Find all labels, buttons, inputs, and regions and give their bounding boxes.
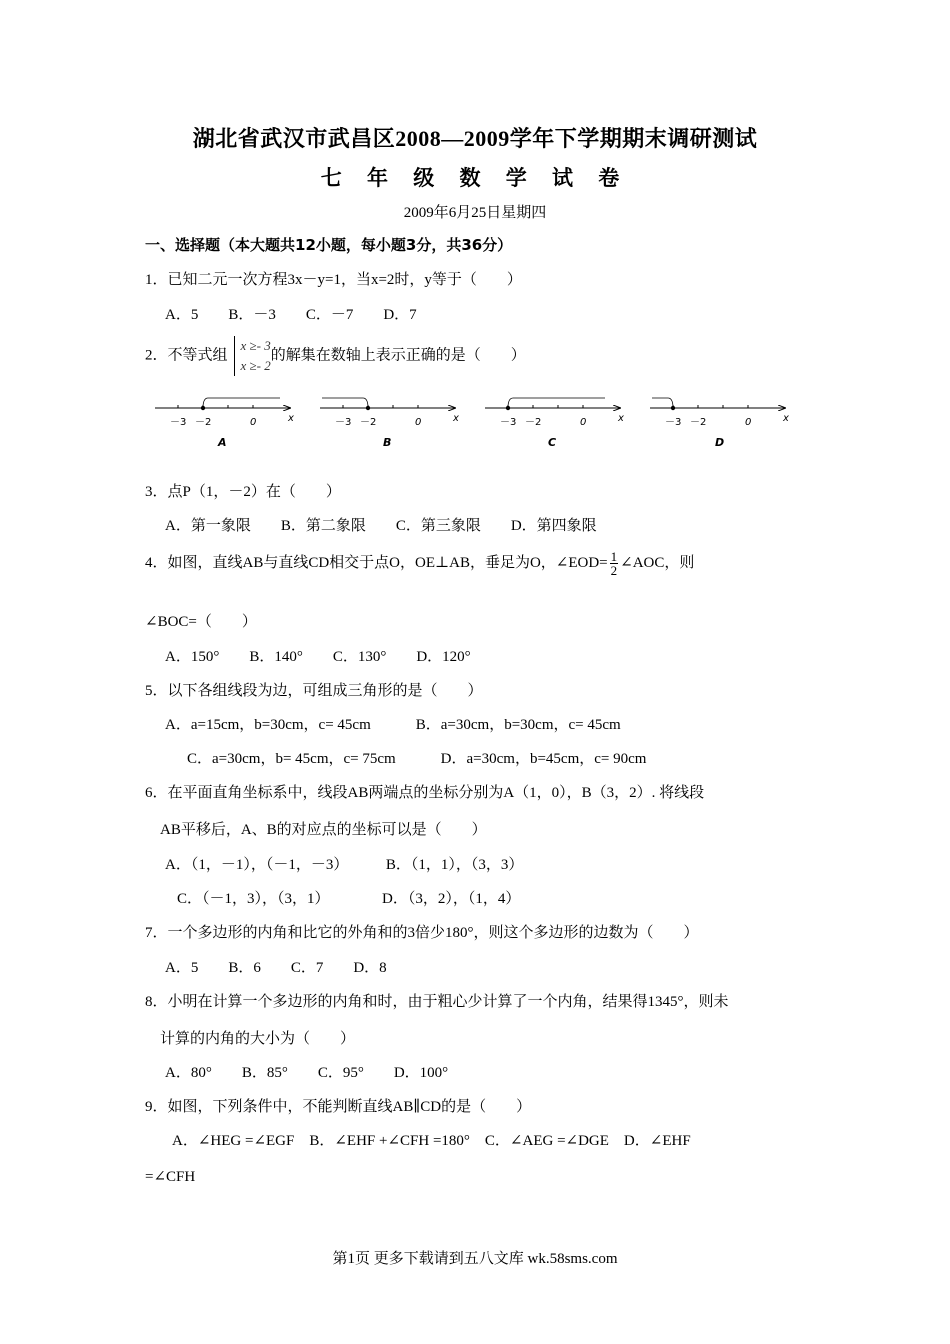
question-7-stem: 7．一个多边形的内角和比它的外角和的3倍少180°，则这个多边形的边数为（ ）	[145, 925, 699, 941]
fraction-numerator: 1	[610, 549, 618, 564]
question-2-prefix: 2．不等式组	[145, 347, 228, 364]
number-line-figures	[150, 390, 800, 452]
tick-label-a1: －3	[170, 417, 187, 428]
question-5-stem: 5．以下各组线段为边，可组成三角形的是（ ）	[145, 683, 483, 699]
question-1-options: A．5 B．－3 C．－7 D．7	[165, 307, 417, 323]
exam-date: 2009年6月25日星期四	[403, 205, 547, 221]
tick-label-b1: －3	[335, 417, 352, 428]
question-7-options: A．5 B．6 C．7 D．8	[165, 960, 387, 976]
tick-label-d3: 0	[745, 417, 752, 428]
tick-label-a2: －2	[195, 417, 212, 428]
question-4-prefix: 4．如图，直线AB与直线CD相交于点O，OE⊥AB，垂足为O，∠EOD=	[145, 554, 608, 571]
tick-label-a3: 0	[250, 417, 257, 428]
question-2-stem	[145, 336, 526, 376]
axis-x-a: x	[288, 413, 294, 424]
question-6-options-ab: A．（1，－1），（－1，－3） B．（1，1），（3，3）	[165, 857, 524, 873]
section-heading: 一、选择题（本大题共12小题，每小题3分，共36分）	[145, 236, 513, 254]
question-8-options: A．80° B．85° C．95° D．100°	[165, 1065, 449, 1081]
question-4-options: A．150° B．140° C．130° D．120°	[165, 649, 471, 665]
number-line-c	[485, 398, 624, 449]
figure-label-c: C	[548, 436, 557, 449]
tick-label-b2: －2	[360, 417, 377, 428]
question-9-stem: 9．如图，下列条件中，不能判断直线AB∥CD的是（ ）	[145, 1099, 532, 1115]
question-3-options: A．第一象限 B．第二象限 C．第三象限 D．第四象限	[165, 518, 597, 534]
question-9-options-line2: =∠CFH	[145, 1169, 196, 1185]
axis-x-b: x	[453, 413, 459, 424]
tick-label-c2: －2	[525, 417, 542, 428]
inequality-system	[234, 336, 271, 376]
question-3-stem: 3．点P（1，－2）在（ ）	[145, 484, 341, 500]
fraction-denominator: 2	[610, 563, 618, 578]
question-4-stem	[145, 550, 694, 577]
tick-label-d2: －2	[690, 417, 707, 428]
tick-label-d1: －3	[665, 417, 682, 428]
figure-label-a: A	[218, 436, 227, 449]
question-6-stem-line1: 6．在平面直角坐标系中，线段AB两端点的坐标分别为A（1，0），B（3，2）. 将线段	[145, 785, 705, 801]
number-line-d	[650, 398, 789, 449]
question-4-suffix: ∠AOC，则	[620, 554, 695, 571]
axis-x-c: x	[618, 413, 624, 424]
document-subtitle: 七 年 级 数 学 试 卷	[320, 166, 630, 190]
figure-label-d: D	[715, 436, 725, 449]
question-8-stem-line2: 计算的内角的大小为（ ）	[160, 1031, 356, 1047]
question-5-options-ab: A．a=15cm，b=30cm，c= 45cm B．a=30cm，b=30cm，c= 45cm	[165, 717, 621, 733]
question-8-stem-line1: 8．小明在计算一个多边形的内角和时，由于粗心少计算了一个内角，结果得1345°，则未	[145, 994, 729, 1010]
axis-x-d: x	[783, 413, 789, 424]
fraction-one-half	[610, 550, 619, 577]
tick-label-b3: 0	[415, 417, 422, 428]
question-1-stem: 1．已知二元一次方程3x－y=1，当x=2时，y等于（ ）	[145, 272, 522, 288]
question-2-suffix: 的解集在数轴上表示正确的是（ ）	[270, 347, 526, 364]
tick-label-c3: 0	[580, 417, 587, 428]
document-title: 湖北省武汉市武昌区2008—2009学年下学期期末调研测试	[192, 126, 758, 151]
number-line-b	[320, 398, 459, 449]
number-line-a	[155, 398, 294, 449]
inequality-2: x ≥- 2	[240, 358, 271, 373]
figure-label-b: B	[383, 436, 392, 449]
inequality-1: x ≥- 3	[240, 338, 271, 353]
page-footer: 第1页 更多下载请到五八文库 wk.58sms.com	[332, 1251, 618, 1267]
question-6-stem-line2: AB平移后，A、B的对应点的坐标可以是（ ）	[160, 822, 487, 838]
question-4-stem-line2: ∠BOC=（ ）	[145, 614, 257, 630]
question-6-options-cd: C．（－1，3），（3，1） D．（3，2），（1，4）	[177, 891, 521, 907]
question-9-options-line1: A．∠HEG =∠EGF B．∠EHF +∠CFH =180° C．∠AEG =∠DGE D．∠EHF	[172, 1133, 691, 1149]
tick-label-c1: －3	[500, 417, 517, 428]
question-5-options-cd: C．a=30cm，b= 45cm，c= 75cm D．a=30cm，b=45cm，c= 90cm	[187, 751, 647, 767]
